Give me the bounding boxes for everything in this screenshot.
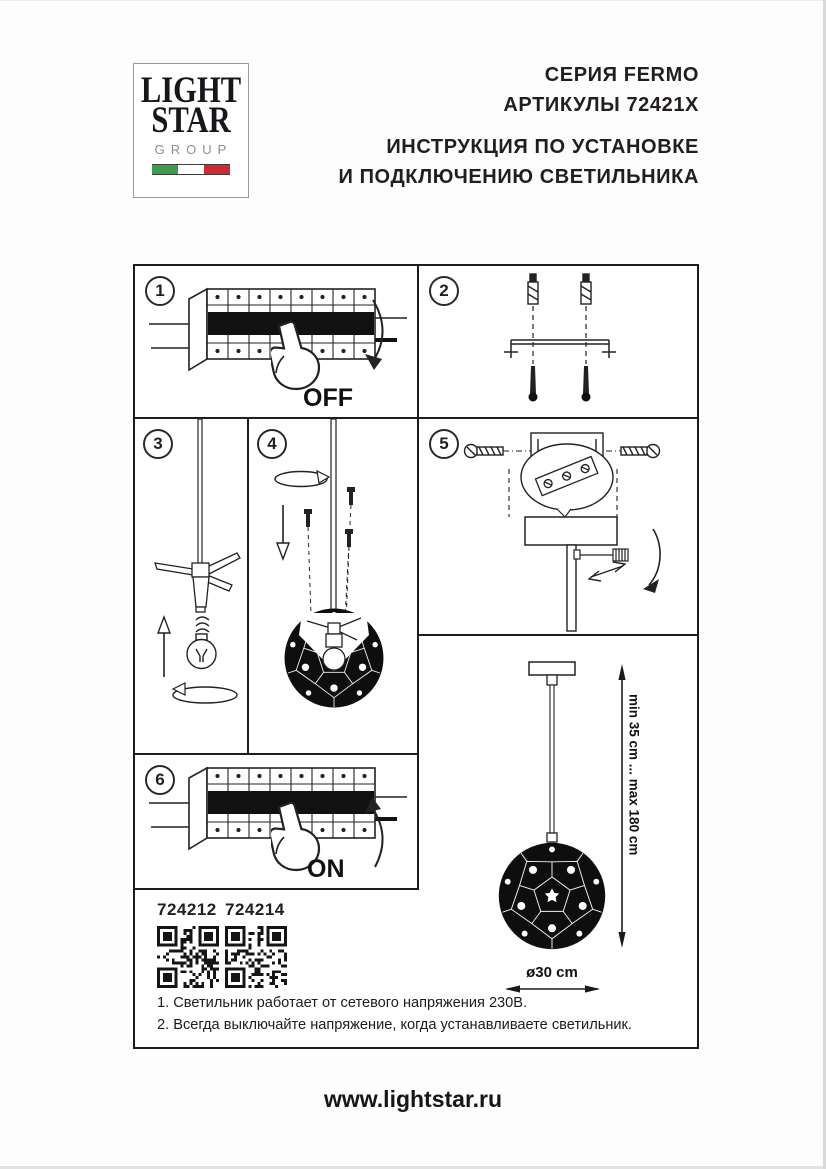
instruction-diagram-frame bbox=[133, 264, 699, 1049]
step-number-badge: 6 bbox=[145, 765, 175, 795]
off-label: OFF bbox=[303, 384, 353, 412]
shade-assembly-diagram bbox=[249, 419, 417, 753]
step-2-panel bbox=[419, 266, 699, 417]
rotate-icon bbox=[275, 471, 329, 487]
step-number-badge: 1 bbox=[145, 276, 175, 306]
step-number-badge: 3 bbox=[143, 429, 173, 459]
instruction-title-line2: И ПОДКЛЮЧЕНИЮ СВЕТИЛЬНИКА bbox=[338, 166, 699, 188]
screw-icon bbox=[304, 487, 355, 547]
logo-star: STAR bbox=[151, 100, 231, 141]
arrow-up-icon bbox=[158, 617, 170, 677]
safety-notes bbox=[157, 992, 632, 1036]
step-number-badge: 2 bbox=[429, 276, 459, 306]
instruction-title-line1: ИНСТРУКЦИЯ ПО УСТАНОВКЕ bbox=[386, 136, 699, 158]
articles-title: АРТИКУЛЫ 72421X bbox=[503, 94, 699, 116]
bracket-screws-diagram bbox=[419, 266, 699, 417]
screw-icon bbox=[529, 366, 591, 402]
series-title: СЕРИЯ FERMO bbox=[544, 64, 699, 86]
step-5-panel bbox=[419, 419, 699, 634]
lamp-shade-icon bbox=[499, 843, 605, 949]
on-label: ON bbox=[307, 855, 345, 883]
pendant-lamp-drawing bbox=[419, 636, 699, 1049]
socket-bulb-diagram bbox=[135, 419, 247, 753]
rotate-icon bbox=[173, 683, 237, 703]
step-number-badge: 4 bbox=[257, 429, 287, 459]
qr-code bbox=[225, 926, 287, 988]
logo-light: LIGHT bbox=[140, 70, 242, 111]
rotate-icon bbox=[643, 529, 660, 593]
terminal-magnifier-icon bbox=[521, 444, 613, 517]
breaker-off-diagram bbox=[135, 266, 417, 417]
grub-screw-icon bbox=[574, 549, 628, 561]
article-code: 724214 bbox=[225, 900, 285, 919]
svg-text:ø30 cm: ø30 cm bbox=[526, 964, 578, 981]
arrow-down-icon bbox=[277, 505, 289, 559]
logo-group: GROUP bbox=[154, 142, 233, 157]
step-3-panel bbox=[135, 419, 247, 753]
note-line: 2. Всегда выключайте напряжение, когда устанавливаете светильник. bbox=[157, 1017, 632, 1033]
breaker-on-diagram bbox=[135, 755, 417, 888]
step-number-badge: 5 bbox=[429, 429, 459, 459]
height-range-label: min 35 cm ... max 180 cm bbox=[626, 694, 642, 856]
pendant-lamp-panel bbox=[419, 636, 699, 1049]
note-line: 1. Светильник работает от сетевого напряжения 230В. bbox=[157, 995, 528, 1011]
double-arrow-icon bbox=[589, 562, 625, 581]
qr-code bbox=[157, 926, 219, 988]
article-code: 724212 bbox=[157, 900, 217, 919]
website-url: www.lightstar.ru bbox=[323, 1086, 503, 1112]
lightstar-logo bbox=[133, 63, 249, 198]
step-6-panel bbox=[135, 755, 417, 888]
step-4-panel bbox=[249, 419, 417, 753]
step-1-panel bbox=[135, 266, 417, 417]
document-header bbox=[338, 60, 699, 192]
light-bulb-icon bbox=[187, 617, 216, 669]
italian-flag-icon bbox=[152, 164, 230, 175]
diameter-dimension-line bbox=[505, 964, 600, 993]
canopy-mounting-diagram bbox=[419, 419, 699, 634]
